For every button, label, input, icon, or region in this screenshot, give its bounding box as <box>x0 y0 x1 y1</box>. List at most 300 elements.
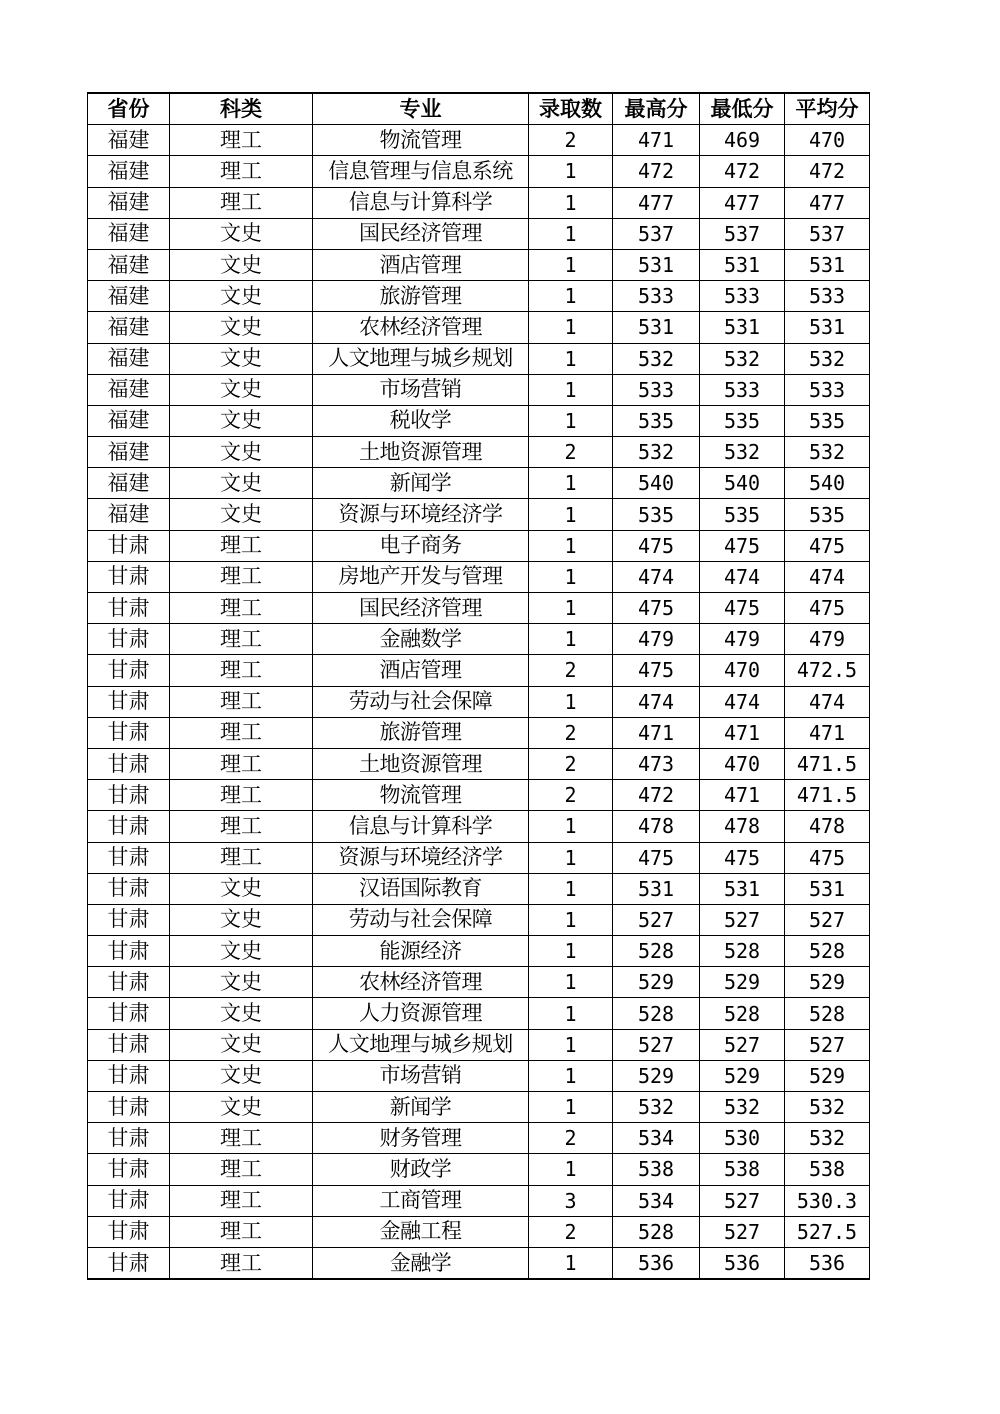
lowest-score-cell: 529 <box>700 967 785 998</box>
table-row <box>88 156 870 187</box>
highest-score-cell: 477 <box>613 187 700 218</box>
average-score-cell: 533 <box>785 374 870 405</box>
major-cell: 房地产开发与管理 <box>313 561 529 592</box>
highest-score-cell: 532 <box>613 1092 700 1123</box>
admitted-count-cell: 2 <box>529 1123 613 1154</box>
table-row <box>88 218 870 249</box>
admitted-count-cell: 1 <box>529 156 613 187</box>
lowest-score-cell: 528 <box>700 998 785 1029</box>
province-cell: 甘肃 <box>88 593 170 624</box>
category-cell: 理工 <box>170 655 313 686</box>
table-row <box>88 405 870 436</box>
admitted-count-cell: 1 <box>529 312 613 343</box>
highest-score-cell: 529 <box>613 1060 700 1091</box>
admission-score-table <box>87 92 870 1280</box>
lowest-score-cell: 474 <box>700 686 785 717</box>
province-cell: 甘肃 <box>88 873 170 904</box>
highest-score-cell: 534 <box>613 1123 700 1154</box>
table-row <box>88 530 870 561</box>
category-cell: 文史 <box>170 1029 313 1060</box>
highest-score-cell: 528 <box>613 936 700 967</box>
table-row <box>88 1247 870 1279</box>
table-row <box>88 343 870 374</box>
province-cell: 甘肃 <box>88 998 170 1029</box>
lowest-score-cell: 538 <box>700 1154 785 1185</box>
admitted-count-cell: 1 <box>529 686 613 717</box>
province-cell: 甘肃 <box>88 1029 170 1060</box>
admitted-count-cell: 1 <box>529 561 613 592</box>
province-cell: 甘肃 <box>88 967 170 998</box>
highest-score-cell: 528 <box>613 998 700 1029</box>
average-score-cell: 530.3 <box>785 1185 870 1216</box>
admitted-count-cell: 1 <box>529 468 613 499</box>
lowest-score-cell: 531 <box>700 249 785 280</box>
category-cell: 理工 <box>170 811 313 842</box>
major-cell: 工商管理 <box>313 1185 529 1216</box>
lowest-score-cell: 527 <box>700 1216 785 1247</box>
table-row <box>88 748 870 779</box>
province-cell: 福建 <box>88 187 170 218</box>
table-row <box>88 936 870 967</box>
lowest-score-cell: 536 <box>700 1247 785 1279</box>
admitted-count-cell: 1 <box>529 1092 613 1123</box>
admitted-count-cell: 2 <box>529 717 613 748</box>
major-cell: 能源经济 <box>313 936 529 967</box>
admitted-count-cell: 1 <box>529 936 613 967</box>
admitted-count-cell: 1 <box>529 593 613 624</box>
highest-score-cell: 534 <box>613 1185 700 1216</box>
highest-score-cell: 478 <box>613 811 700 842</box>
average-score-cell: 471.5 <box>785 780 870 811</box>
category-cell: 文史 <box>170 343 313 374</box>
average-score-cell: 533 <box>785 281 870 312</box>
admitted-count-cell: 1 <box>529 842 613 873</box>
major-cell: 信息管理与信息系统 <box>313 156 529 187</box>
major-cell: 金融数学 <box>313 624 529 655</box>
admitted-count-cell: 1 <box>529 530 613 561</box>
admitted-count-cell: 1 <box>529 499 613 530</box>
major-cell: 劳动与社会保障 <box>313 904 529 935</box>
highest-score-cell: 474 <box>613 561 700 592</box>
average-score-cell: 532 <box>785 343 870 374</box>
highest-score-cell: 475 <box>613 842 700 873</box>
major-cell: 酒店管理 <box>313 655 529 686</box>
lowest-score-cell: 533 <box>700 374 785 405</box>
province-cell: 甘肃 <box>88 1123 170 1154</box>
admitted-count-cell: 1 <box>529 1154 613 1185</box>
lowest-score-cell: 474 <box>700 561 785 592</box>
header-lowest-score: 最低分 <box>700 93 785 125</box>
highest-score-cell: 472 <box>613 156 700 187</box>
average-score-cell: 527.5 <box>785 1216 870 1247</box>
highest-score-cell: 527 <box>613 1029 700 1060</box>
province-cell: 福建 <box>88 218 170 249</box>
table-row <box>88 125 870 156</box>
table-row <box>88 437 870 468</box>
table-row <box>88 811 870 842</box>
lowest-score-cell: 532 <box>700 437 785 468</box>
major-cell: 旅游管理 <box>313 717 529 748</box>
admitted-count-cell: 3 <box>529 1185 613 1216</box>
table-row <box>88 624 870 655</box>
category-cell: 理工 <box>170 1123 313 1154</box>
highest-score-cell: 532 <box>613 437 700 468</box>
highest-score-cell: 472 <box>613 780 700 811</box>
lowest-score-cell: 535 <box>700 499 785 530</box>
average-score-cell: 529 <box>785 967 870 998</box>
lowest-score-cell: 527 <box>700 904 785 935</box>
major-cell: 财政学 <box>313 1154 529 1185</box>
category-cell: 文史 <box>170 936 313 967</box>
category-cell: 理工 <box>170 748 313 779</box>
province-cell: 甘肃 <box>88 936 170 967</box>
table-row <box>88 998 870 1029</box>
province-cell: 福建 <box>88 249 170 280</box>
highest-score-cell: 532 <box>613 343 700 374</box>
admitted-count-cell: 1 <box>529 1247 613 1279</box>
province-cell: 甘肃 <box>88 904 170 935</box>
category-cell: 理工 <box>170 1216 313 1247</box>
table-row <box>88 281 870 312</box>
lowest-score-cell: 532 <box>700 343 785 374</box>
admitted-count-cell: 2 <box>529 125 613 156</box>
table-row <box>88 717 870 748</box>
highest-score-cell: 475 <box>613 530 700 561</box>
header-row <box>88 93 870 125</box>
category-cell: 文史 <box>170 249 313 280</box>
average-score-cell: 535 <box>785 405 870 436</box>
table-row <box>88 873 870 904</box>
admitted-count-cell: 1 <box>529 967 613 998</box>
major-cell: 金融工程 <box>313 1216 529 1247</box>
major-cell: 资源与环境经济学 <box>313 842 529 873</box>
table-row <box>88 561 870 592</box>
average-score-cell: 527 <box>785 1029 870 1060</box>
average-score-cell: 528 <box>785 936 870 967</box>
province-cell: 福建 <box>88 374 170 405</box>
major-cell: 酒店管理 <box>313 249 529 280</box>
major-cell: 人力资源管理 <box>313 998 529 1029</box>
admitted-count-cell: 2 <box>529 780 613 811</box>
lowest-score-cell: 528 <box>700 936 785 967</box>
highest-score-cell: 536 <box>613 1247 700 1279</box>
category-cell: 文史 <box>170 873 313 904</box>
admitted-count-cell: 1 <box>529 904 613 935</box>
major-cell: 农林经济管理 <box>313 967 529 998</box>
province-cell: 甘肃 <box>88 1154 170 1185</box>
province-cell: 甘肃 <box>88 811 170 842</box>
highest-score-cell: 540 <box>613 468 700 499</box>
province-cell: 福建 <box>88 468 170 499</box>
lowest-score-cell: 533 <box>700 281 785 312</box>
admitted-count-cell: 2 <box>529 1216 613 1247</box>
header-province: 省份 <box>88 93 170 125</box>
major-cell: 金融学 <box>313 1247 529 1279</box>
major-cell: 物流管理 <box>313 125 529 156</box>
table-row <box>88 1029 870 1060</box>
major-cell: 新闻学 <box>313 1092 529 1123</box>
province-cell: 福建 <box>88 125 170 156</box>
category-cell: 文史 <box>170 468 313 499</box>
average-score-cell: 474 <box>785 686 870 717</box>
admitted-count-cell: 2 <box>529 437 613 468</box>
province-cell: 甘肃 <box>88 686 170 717</box>
major-cell: 人文地理与城乡规划 <box>313 343 529 374</box>
table-row <box>88 374 870 405</box>
category-cell: 文史 <box>170 1060 313 1091</box>
average-score-cell: 540 <box>785 468 870 499</box>
highest-score-cell: 528 <box>613 1216 700 1247</box>
province-cell: 甘肃 <box>88 655 170 686</box>
average-score-cell: 529 <box>785 1060 870 1091</box>
highest-score-cell: 479 <box>613 624 700 655</box>
category-cell: 理工 <box>170 530 313 561</box>
province-cell: 福建 <box>88 312 170 343</box>
average-score-cell: 475 <box>785 593 870 624</box>
lowest-score-cell: 469 <box>700 125 785 156</box>
lowest-score-cell: 535 <box>700 405 785 436</box>
admitted-count-cell: 2 <box>529 655 613 686</box>
average-score-cell: 471.5 <box>785 748 870 779</box>
province-cell: 福建 <box>88 343 170 374</box>
major-cell: 税收学 <box>313 405 529 436</box>
average-score-cell: 531 <box>785 873 870 904</box>
highest-score-cell: 535 <box>613 405 700 436</box>
admitted-count-cell: 1 <box>529 249 613 280</box>
province-cell: 甘肃 <box>88 842 170 873</box>
highest-score-cell: 474 <box>613 686 700 717</box>
table-row <box>88 842 870 873</box>
province-cell: 甘肃 <box>88 1247 170 1279</box>
category-cell: 文史 <box>170 312 313 343</box>
major-cell: 国民经济管理 <box>313 218 529 249</box>
lowest-score-cell: 479 <box>700 624 785 655</box>
province-cell: 福建 <box>88 405 170 436</box>
province-cell: 甘肃 <box>88 561 170 592</box>
table-row <box>88 655 870 686</box>
header-admitted-count: 录取数 <box>529 93 613 125</box>
province-cell: 甘肃 <box>88 1092 170 1123</box>
lowest-score-cell: 532 <box>700 1092 785 1123</box>
average-score-cell: 528 <box>785 998 870 1029</box>
category-cell: 理工 <box>170 624 313 655</box>
lowest-score-cell: 470 <box>700 655 785 686</box>
lowest-score-cell: 471 <box>700 780 785 811</box>
table-row <box>88 593 870 624</box>
highest-score-cell: 471 <box>613 717 700 748</box>
major-cell: 信息与计算科学 <box>313 811 529 842</box>
major-cell: 劳动与社会保障 <box>313 686 529 717</box>
admitted-count-cell: 1 <box>529 218 613 249</box>
major-cell: 市场营销 <box>313 1060 529 1091</box>
header-average-score: 平均分 <box>785 93 870 125</box>
province-cell: 甘肃 <box>88 530 170 561</box>
average-score-cell: 475 <box>785 530 870 561</box>
average-score-cell: 532 <box>785 1123 870 1154</box>
category-cell: 文史 <box>170 904 313 935</box>
lowest-score-cell: 470 <box>700 748 785 779</box>
average-score-cell: 532 <box>785 1092 870 1123</box>
admitted-count-cell: 1 <box>529 873 613 904</box>
lowest-score-cell: 475 <box>700 842 785 873</box>
category-cell: 理工 <box>170 1185 313 1216</box>
average-score-cell: 479 <box>785 624 870 655</box>
average-score-cell: 531 <box>785 249 870 280</box>
highest-score-cell: 533 <box>613 374 700 405</box>
province-cell: 福建 <box>88 156 170 187</box>
average-score-cell: 527 <box>785 904 870 935</box>
admitted-count-cell: 1 <box>529 374 613 405</box>
category-cell: 理工 <box>170 1154 313 1185</box>
highest-score-cell: 527 <box>613 904 700 935</box>
average-score-cell: 535 <box>785 499 870 530</box>
header-category: 科类 <box>170 93 313 125</box>
table-row <box>88 1060 870 1091</box>
highest-score-cell: 473 <box>613 748 700 779</box>
category-cell: 理工 <box>170 593 313 624</box>
lowest-score-cell: 537 <box>700 218 785 249</box>
admitted-count-cell: 1 <box>529 624 613 655</box>
admitted-count-cell: 1 <box>529 1029 613 1060</box>
highest-score-cell: 531 <box>613 249 700 280</box>
highest-score-cell: 535 <box>613 499 700 530</box>
admitted-count-cell: 1 <box>529 343 613 374</box>
table-row <box>88 1216 870 1247</box>
average-score-cell: 536 <box>785 1247 870 1279</box>
major-cell: 物流管理 <box>313 780 529 811</box>
category-cell: 理工 <box>170 187 313 218</box>
major-cell: 国民经济管理 <box>313 593 529 624</box>
table-row <box>88 967 870 998</box>
average-score-cell: 474 <box>785 561 870 592</box>
highest-score-cell: 533 <box>613 281 700 312</box>
admitted-count-cell: 1 <box>529 405 613 436</box>
highest-score-cell: 529 <box>613 967 700 998</box>
table-row <box>88 1154 870 1185</box>
admitted-count-cell: 2 <box>529 748 613 779</box>
major-cell: 人文地理与城乡规划 <box>313 1029 529 1060</box>
category-cell: 文史 <box>170 218 313 249</box>
admitted-count-cell: 1 <box>529 811 613 842</box>
table-row <box>88 780 870 811</box>
province-cell: 福建 <box>88 281 170 312</box>
header-highest-score: 最高分 <box>613 93 700 125</box>
province-cell: 福建 <box>88 499 170 530</box>
average-score-cell: 470 <box>785 125 870 156</box>
table-row <box>88 904 870 935</box>
category-cell: 文史 <box>170 499 313 530</box>
major-cell: 汉语国际教育 <box>313 873 529 904</box>
lowest-score-cell: 527 <box>700 1185 785 1216</box>
province-cell: 福建 <box>88 437 170 468</box>
category-cell: 文史 <box>170 998 313 1029</box>
highest-score-cell: 538 <box>613 1154 700 1185</box>
table-row <box>88 249 870 280</box>
highest-score-cell: 531 <box>613 312 700 343</box>
average-score-cell: 531 <box>785 312 870 343</box>
lowest-score-cell: 475 <box>700 593 785 624</box>
province-cell: 甘肃 <box>88 1185 170 1216</box>
province-cell: 甘肃 <box>88 1060 170 1091</box>
province-cell: 甘肃 <box>88 1216 170 1247</box>
table-row <box>88 686 870 717</box>
table-body <box>88 125 870 1279</box>
highest-score-cell: 475 <box>613 655 700 686</box>
province-cell: 甘肃 <box>88 624 170 655</box>
major-cell: 旅游管理 <box>313 281 529 312</box>
admitted-count-cell: 1 <box>529 998 613 1029</box>
table-row <box>88 312 870 343</box>
category-cell: 理工 <box>170 1247 313 1279</box>
lowest-score-cell: 527 <box>700 1029 785 1060</box>
category-cell: 理工 <box>170 842 313 873</box>
category-cell: 理工 <box>170 780 313 811</box>
major-cell: 土地资源管理 <box>313 437 529 468</box>
highest-score-cell: 531 <box>613 873 700 904</box>
table-row <box>88 187 870 218</box>
major-cell: 新闻学 <box>313 468 529 499</box>
category-cell: 理工 <box>170 125 313 156</box>
table-row <box>88 1185 870 1216</box>
category-cell: 理工 <box>170 561 313 592</box>
province-cell: 甘肃 <box>88 717 170 748</box>
category-cell: 文史 <box>170 1092 313 1123</box>
lowest-score-cell: 472 <box>700 156 785 187</box>
category-cell: 文史 <box>170 437 313 468</box>
category-cell: 理工 <box>170 717 313 748</box>
major-cell: 电子商务 <box>313 530 529 561</box>
table-row <box>88 1123 870 1154</box>
category-cell: 理工 <box>170 686 313 717</box>
category-cell: 文史 <box>170 374 313 405</box>
header-major: 专业 <box>313 93 529 125</box>
table-row <box>88 468 870 499</box>
average-score-cell: 475 <box>785 842 870 873</box>
category-cell: 理工 <box>170 156 313 187</box>
table-row <box>88 1092 870 1123</box>
lowest-score-cell: 531 <box>700 312 785 343</box>
highest-score-cell: 475 <box>613 593 700 624</box>
lowest-score-cell: 471 <box>700 717 785 748</box>
lowest-score-cell: 478 <box>700 811 785 842</box>
major-cell: 土地资源管理 <box>313 748 529 779</box>
average-score-cell: 538 <box>785 1154 870 1185</box>
table-row <box>88 499 870 530</box>
major-cell: 市场营销 <box>313 374 529 405</box>
average-score-cell: 532 <box>785 437 870 468</box>
average-score-cell: 472 <box>785 156 870 187</box>
admitted-count-cell: 1 <box>529 187 613 218</box>
category-cell: 文史 <box>170 281 313 312</box>
lowest-score-cell: 530 <box>700 1123 785 1154</box>
major-cell: 农林经济管理 <box>313 312 529 343</box>
major-cell: 财务管理 <box>313 1123 529 1154</box>
major-cell: 资源与环境经济学 <box>313 499 529 530</box>
province-cell: 甘肃 <box>88 780 170 811</box>
average-score-cell: 478 <box>785 811 870 842</box>
province-cell: 甘肃 <box>88 748 170 779</box>
lowest-score-cell: 529 <box>700 1060 785 1091</box>
major-cell: 信息与计算科学 <box>313 187 529 218</box>
average-score-cell: 537 <box>785 218 870 249</box>
highest-score-cell: 471 <box>613 125 700 156</box>
lowest-score-cell: 531 <box>700 873 785 904</box>
average-score-cell: 477 <box>785 187 870 218</box>
admitted-count-cell: 1 <box>529 281 613 312</box>
average-score-cell: 472.5 <box>785 655 870 686</box>
lowest-score-cell: 477 <box>700 187 785 218</box>
admitted-count-cell: 1 <box>529 1060 613 1091</box>
